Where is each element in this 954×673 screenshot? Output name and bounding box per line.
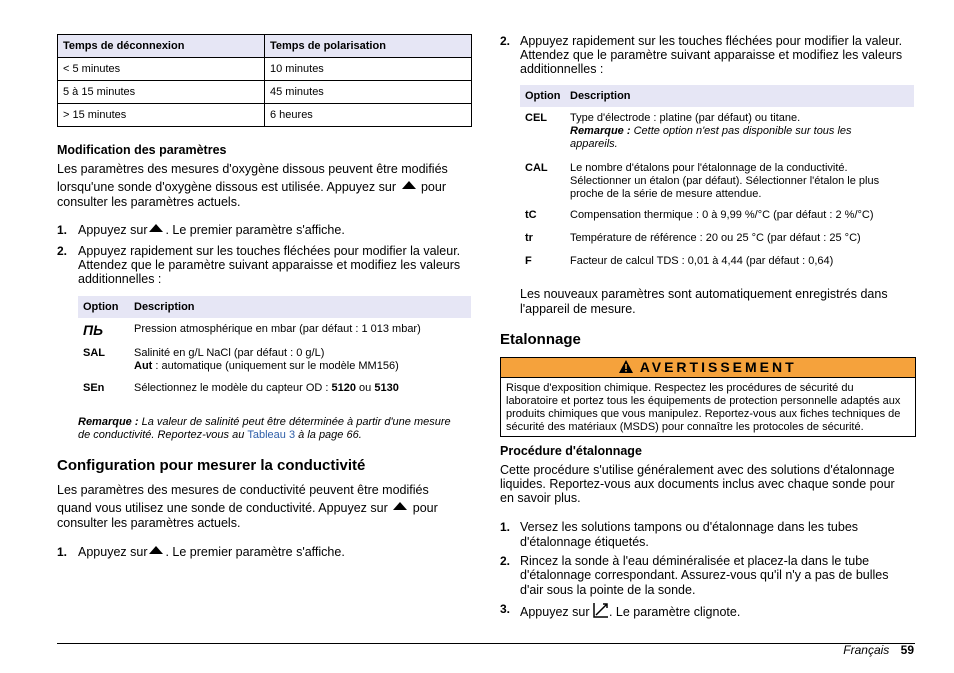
table-cell: 45 minutes [265,81,472,104]
step-number: 1. [500,520,511,534]
step-number: 2. [57,244,68,258]
table-header: Option [525,90,561,102]
step-text: Appuyez rapidement sur les touches fléchées pour modifier la valeur. [78,244,461,258]
step-text: additionnelles : [520,62,604,76]
warning-triangle-icon [619,360,633,373]
footer-language: Français [843,643,890,657]
warning-text [501,378,915,438]
table-header: Description [570,90,631,102]
polarisation-table [57,34,472,127]
step-text: Attendez que le paramètre suivant apparaisse et modifiez les valeurs [520,48,903,62]
option-table-conductivity [520,85,914,270]
table-cell: 6 heures [265,104,472,127]
paragraph: Les paramètres des mesures d'oxygène dissous peuvent être modifiés [57,162,448,176]
table-header-row [520,85,914,107]
step-number: 2. [500,34,511,48]
text-line: produits chimiques que vous manipulez. Reportez-vous aux fiches techniques de [506,408,901,420]
option-desc: Le nombre d'étalons pour l'étalonnage de la conductivité. [570,162,848,174]
option-code: CEL [525,112,547,124]
step-text: Appuyez rapidement sur les touches fléchées pour modifier la valeur. [520,34,903,48]
step-text [520,602,740,620]
step-text: d'étalonnage étiquetés. [520,535,649,549]
step-number: 2. [500,554,511,568]
table-header: Temps de polarisation [265,35,472,58]
paragraph: consulter les paramètres actuels. [57,516,241,530]
table-header: Option [83,301,119,313]
text: . Le paramètre clignote. [608,605,741,619]
step-text [78,223,345,238]
option-code: CAL [525,162,548,174]
up-arrow-key-icon [149,224,163,232]
text: 5130 [374,382,399,394]
paragraph: Cette procédure s'utilise généralement avec des solutions d'étalonnage [500,463,895,477]
text: Sélectionnez le modèle du capteur OD : [134,382,332,394]
page-number: 59 [900,643,914,657]
option-code: tC [525,209,537,221]
warning-title: AVERTISSEMENT [639,359,797,375]
text: Cette option n'est pas disponible sur tous les [630,125,852,137]
note [78,416,451,429]
calibration-key-icon [593,602,609,618]
up-arrow-key-icon [393,502,407,510]
option-code: tr [525,232,533,244]
text: de conductivité. Reportez-vous au [78,429,248,441]
step-text: Attendez que le paramètre suivant apparaisse et modifiez les valeurs [78,258,461,272]
warning-box [500,357,916,437]
paragraph: Les paramètres des mesures de conductivité peuvent être modifiés [57,483,429,497]
option-desc: Salinité en g/L NaCl (par défaut : 0 g/L) [134,347,325,359]
option-code: F [525,255,532,267]
text: : automatique (uniquement sur le modèle MM156) [152,360,399,372]
step-number: 1. [57,223,68,237]
text: lorsqu'une sonde d'oxygène dissous est utilisée. Appuyez sur [57,180,397,194]
section-heading: Modification des paramètres [57,143,227,157]
warning-header [501,358,915,378]
text: Remarque : [78,416,139,428]
text: La valeur de salinité peut être déterminée à partir d'une mesure [138,416,451,428]
text: Appuyez sur [78,223,148,237]
step-text: Versez les solutions tampons ou d'étalonnage dans les tubes [520,520,859,534]
text: à la page 66. [295,429,362,441]
table-header: Description [134,301,195,313]
paragraph: Les nouveaux paramètres sont automatiquement enregistrés dans [520,287,888,301]
text-line: laboratoire et portez tous les équipements de protection personnelle adaptés aux [506,395,901,407]
text: ou [356,382,375,394]
step-text: additionnelles : [78,272,162,286]
step-text: d'étalonnage correspondant. Assurez-vous qu'il n'y a pas de bulles [520,568,889,582]
text: Aut [134,360,153,372]
option-desc: Température de référence : 20 ou 25 °C (par défaut : 25 °C) [570,232,861,244]
text: Remarque : [570,125,631,137]
text: Appuyez sur [520,605,590,619]
paragraph [57,501,438,516]
text: quand vous utilisez une sonde de conductivité. Appuyez sur [57,501,388,515]
table-header-row [78,296,471,318]
option-desc [134,382,399,394]
table-cell: 5 à 15 minutes [58,81,265,104]
option-desc: Sélectionner un étalon (par défaut). Sélectionner l'étalon le plus [570,175,880,187]
step-number: 3. [500,602,511,616]
text: 5120 [331,382,356,394]
note [78,429,362,442]
option-code: SEn [83,382,105,394]
table-cell: 10 minutes [265,58,472,81]
step-text: d'air sous la pointe de la sonde. [520,583,696,597]
subsection-heading: Procédure d'étalonnage [500,444,642,458]
option-desc: Pression atmosphérique en mbar (par défaut : 1 013 mbar) [134,323,421,335]
footer-rule [57,643,915,644]
option-desc: Type d'électrode : platine (par défaut) ou titane. [570,112,801,124]
option-desc: Compensation thermique : 0 à 9,99 %/°C (par défaut : 2 %/°C) [570,209,874,221]
paragraph: l'appareil de mesure. [520,302,636,316]
step-text: Rincez la sonde à l'eau déminéralisée et placez-la dans le tube [520,554,870,568]
step-number: 1. [57,545,68,559]
option-table-oxygen [78,296,471,406]
step-text [78,545,345,560]
up-arrow-key-icon [402,181,416,189]
table-header: Temps de déconnexion [58,35,265,58]
text: pour [420,180,447,194]
option-desc: Facteur de calcul TDS : 0,01 à 4,44 (par défaut : 0,64) [570,255,834,267]
section-heading: Etalonnage [500,331,581,348]
option-code: SAL [83,347,105,359]
paragraph [57,180,446,195]
paragraph: consulter les paramètres actuels. [57,195,241,209]
text: Appuyez sur [78,545,148,559]
up-arrow-key-icon [149,546,163,554]
option-desc [134,360,399,372]
text-line: Risque d'exposition chimique. Respectez les procédures de sécurité du [506,382,854,394]
footer [843,643,914,657]
paragraph: liquides. Reportez-vous aux documents inclus avec chaque sonde pour [500,477,895,491]
option-desc: appareils. [570,138,618,150]
table-cell: > 15 minutes [58,104,265,127]
table-link[interactable]: Tableau 3 [247,429,296,441]
option-desc: proche de la série de mesure attendue. [570,188,762,200]
text-line: sécurité des matériaux (MSDS) pour connaître les protocoles de sécurité. [506,421,864,433]
text: pour [412,501,438,515]
table-cell: < 5 minutes [58,58,265,81]
text: . Le premier paramètre s'affiche. [165,545,345,559]
text: . Le premier paramètre s'affiche. [165,223,345,237]
option-desc [570,125,852,137]
paragraph: en savoir plus. [500,491,581,505]
option-code: ПЬ [83,322,103,338]
section-heading: Configuration pour mesurer la conductivité [57,457,366,474]
